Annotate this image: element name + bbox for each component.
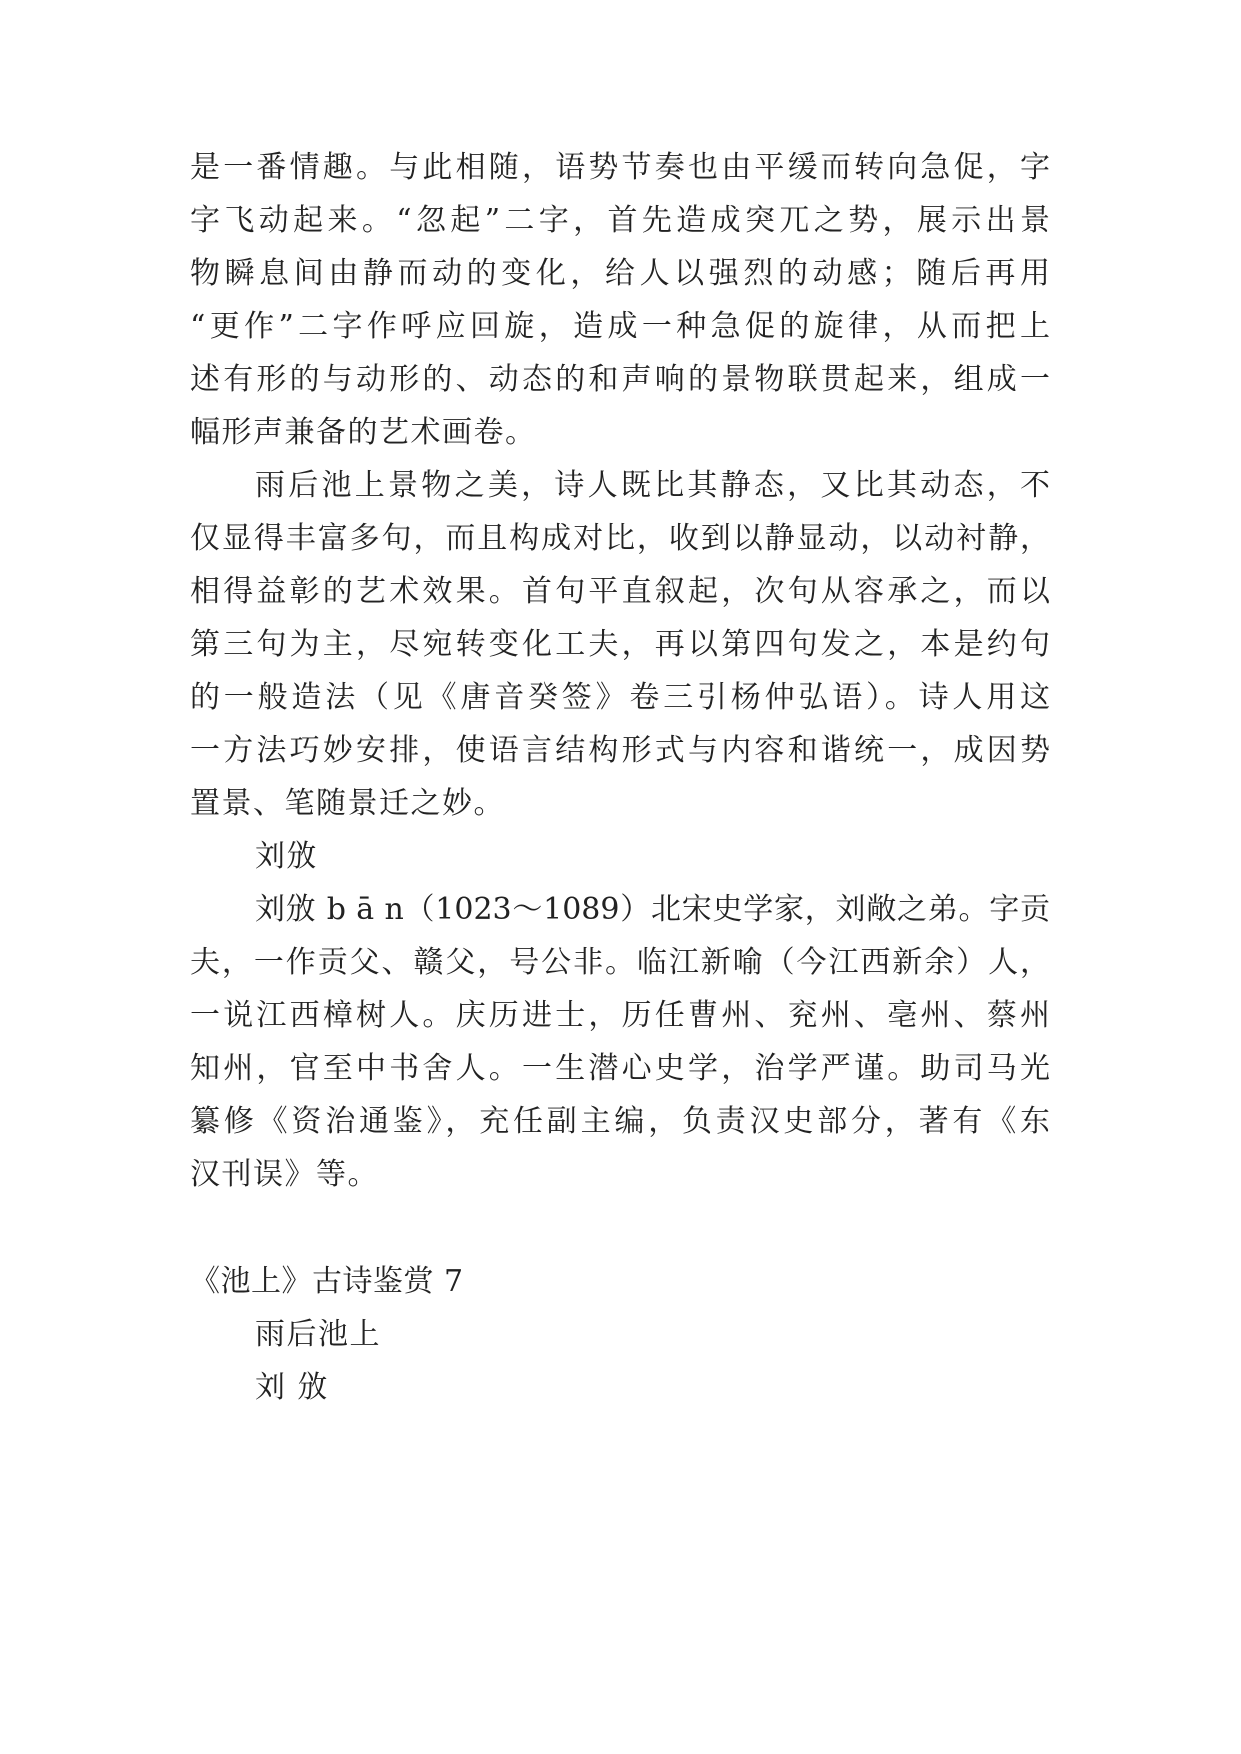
paragraph-1-line-1: 是一番情趣。与此相随，语势节奏也由平缓而转向急促，字	[190, 150, 1050, 185]
paragraph-3-line-4: 知州，官至中书舍人。一生潜心史学，治学严谨。助司马光	[190, 1051, 1050, 1086]
paragraph-2-line-3: 相得益彰的艺术效果。首句平直叙起，次句从容承之，而以	[190, 574, 1050, 609]
author-heading: 刘攽	[255, 839, 318, 874]
paragraph-2-line-2: 仅显得丰富多句，而且构成对比，收到以静显动，以动衬静，	[190, 521, 1050, 556]
paragraph-3-line-3: 一说江西樟树人。庆历进士，历任曹州、兖州、亳州、蔡州	[190, 998, 1050, 1033]
paragraph-1-line-3: 物瞬息间由静而动的变化，给人以强烈的动感；随后再用	[190, 256, 1050, 291]
paragraph-3-line-6: 汉刊误》等。	[190, 1157, 379, 1192]
poem-title: 雨后池上	[255, 1317, 381, 1352]
paragraph-1-line-2: 字飞动起来。“忽起”二字，首先造成突兀之势，展示出景	[190, 203, 1050, 238]
paragraph-1-line-5: 述有形的与动形的、动态的和声响的景物联贯起来，组成一	[190, 362, 1050, 397]
paragraph-2-line-7: 置景、笔随景迁之妙。	[190, 786, 505, 821]
paragraph-2-line-5: 的一般造法（见《唐音癸签》卷三引杨仲弘语）。诗人用这	[190, 680, 1050, 715]
paragraph-1-line-6: 幅形声兼备的艺术画卷。	[190, 415, 537, 450]
paragraph-2-line-6: 一方法巧妙安排，使语言结构形式与内容和谐统一，成因势	[190, 733, 1050, 768]
poem-author: 刘 攽	[255, 1370, 330, 1405]
section-title: 《池上》古诗鉴赏 7	[190, 1264, 464, 1299]
paragraph-3-line-1: 刘攽 b ā n（1023～1089）北宋史学家，刘敞之弟。字贡	[255, 892, 1050, 927]
paragraph-2-line-4: 第三句为主，尽宛转变化工夫，再以第四句发之，本是约句	[190, 627, 1050, 662]
paragraph-3-line-2: 夫，一作贡父、赣父，号公非。临江新喻（今江西新余）人，	[190, 945, 1050, 980]
paragraph-3-line-5: 纂修《资治通鉴》，充任副主编，负责汉史部分，著有《东	[190, 1104, 1050, 1139]
paragraph-1-line-4: “更作”二字作呼应回旋，造成一种急促的旋律，从而把上	[190, 309, 1050, 344]
paragraph-2-line-1: 雨后池上景物之美，诗人既比其静态，又比其动态，不	[255, 468, 1050, 503]
